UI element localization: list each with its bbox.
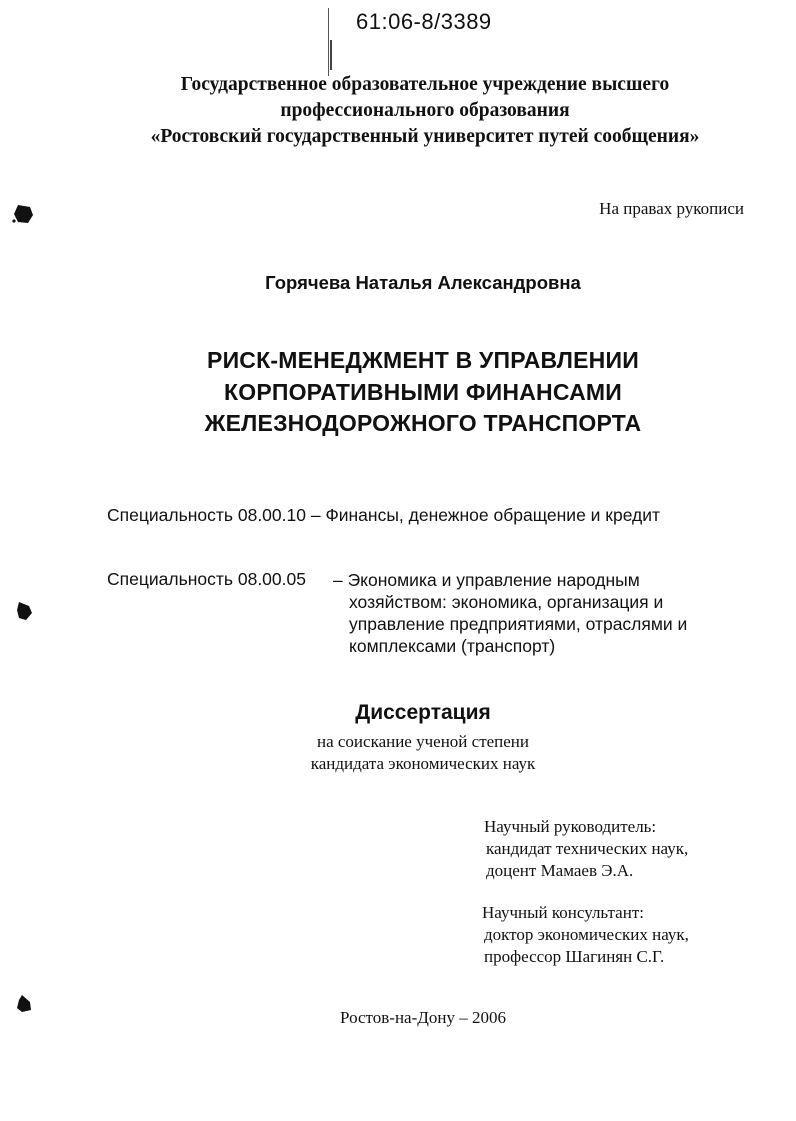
dissertation-title <box>0 345 796 440</box>
specialty-1-label: Специальность 08.00.10 <box>107 505 306 525</box>
scan-line <box>328 8 329 76</box>
supervisor-role: Научный руководитель: <box>484 817 657 836</box>
title-line-2: КОРПОРАТИВНЫМИ ФИНАНСАМИ <box>223 378 622 405</box>
consultant-block <box>482 902 689 968</box>
binding-hole-mark-middle <box>13 598 35 624</box>
degree-line-2: кандидата экономических наук <box>310 754 536 773</box>
dissertation-label: Диссертация <box>355 701 491 724</box>
degree-line-1: на соискание ученой степени <box>316 732 530 751</box>
institution-line-3: «Ростовский государственный университет путей сообщения» <box>150 126 700 147</box>
supervisor-block <box>484 816 688 882</box>
binding-hole-mark-top <box>10 201 36 227</box>
title-line-1: РИСК-МЕНЕДЖМЕНТ В УПРАВЛЕНИИ <box>207 347 639 373</box>
specialty-2-desc-line-3: управление предприятиями, отраслями и <box>349 614 688 634</box>
specialty-2-description <box>333 569 753 657</box>
degree-sought <box>0 731 796 775</box>
institution-line-2: профессионального образования <box>280 100 570 121</box>
manuscript-note: На правах рукописи <box>599 199 744 218</box>
specialty-2-desc-line-2: хозяйством: экономика, организация и <box>349 592 664 612</box>
specialty-1-description: – Финансы, денежное обращение и кредит <box>310 505 661 525</box>
specialty-2-desc-line-4: комплексами (транспорт) <box>349 636 556 656</box>
consultant-role: Научный консультант: <box>482 903 644 922</box>
author-name: Горячева Наталья Александровна <box>265 272 581 293</box>
specialty-2-label: Специальность 08.00.05 <box>107 569 306 589</box>
city-year: Ростов-на-Дону – 2006 <box>340 1008 506 1027</box>
title-line-3: ЖЕЛЕЗНОДОРОЖНОГО ТРАНСПОРТА <box>204 410 642 436</box>
institution-name <box>60 72 790 150</box>
consultant-degree: доктор экономических наук, <box>484 925 689 944</box>
supervisor-degree: кандидат технических наук, <box>486 839 689 858</box>
catalog-code: 61:06-8/3389 <box>356 9 492 34</box>
specialty-2-desc-line-1: – Экономика и управление народным <box>333 570 640 590</box>
consultant-name: профессор Шагинян С.Г. <box>484 947 665 966</box>
supervisor-name: доцент Мамаев Э.А. <box>486 861 634 880</box>
scan-line-2 <box>330 40 332 70</box>
institution-line-1: Государственное образовательное учреждение высшего <box>180 74 670 95</box>
specialty-1 <box>107 505 660 526</box>
